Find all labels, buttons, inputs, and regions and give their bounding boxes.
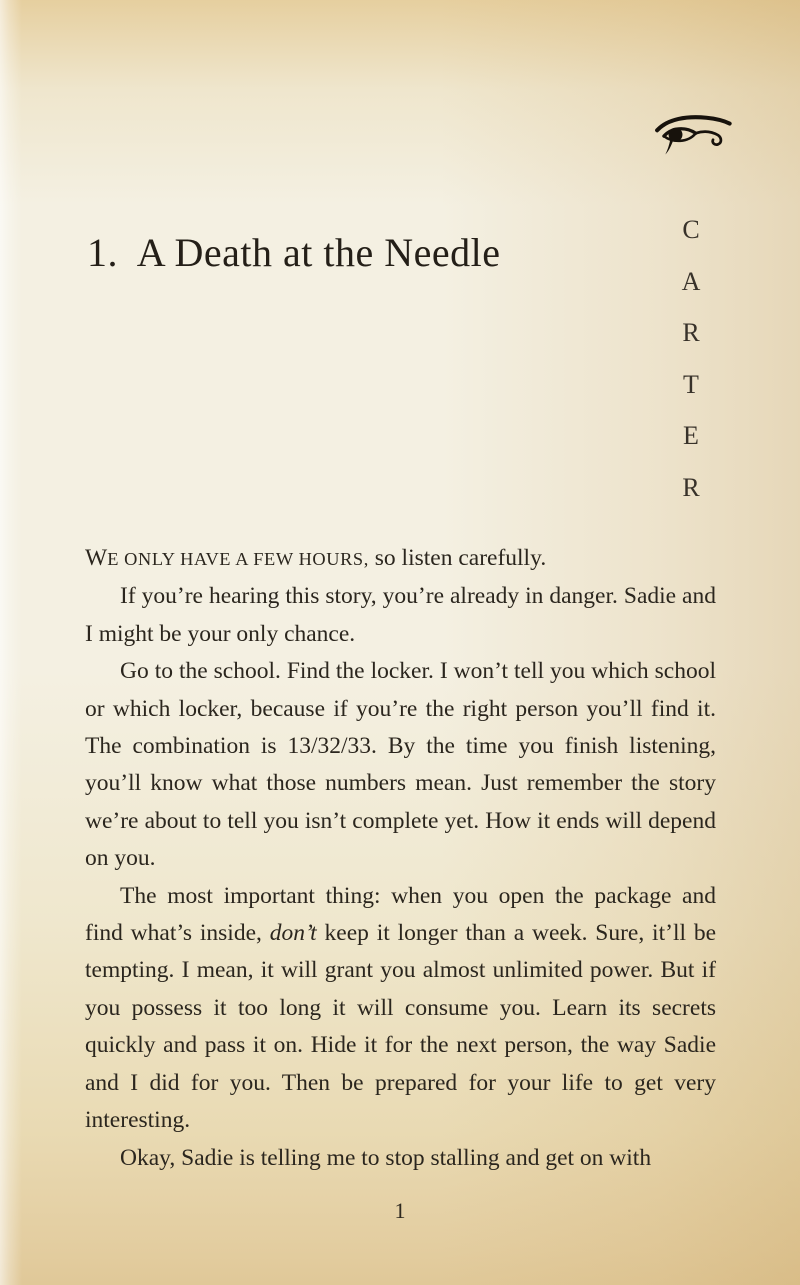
narrator-letter: E — [683, 421, 699, 450]
paragraph — [85, 878, 716, 1140]
text-segment: so listen carefully. — [368, 545, 547, 571]
paragraph — [85, 540, 716, 578]
text-segment: E ONLY HAVE A FEW HOURS, — [107, 549, 369, 569]
paragraph — [85, 1140, 716, 1177]
chapter-title: 1. A Death at the Needle — [87, 229, 501, 275]
body-text — [85, 540, 716, 1177]
narrator-letter: T — [683, 369, 699, 399]
text-segment: If you’re hearing this story, you’re already in danger. Sadie and I might be your only chance. — [85, 583, 716, 647]
text-segment: keep it longer than a week. Sure, it’ll be tempting. I mean, it will grant you almost unlimited power. But if you possess it too long it will consume you. Learn its secrets quickly and pass it on. Hide it for the next person, the way Sadie and I did for you. Then be prepared for your life to get very interesting. — [85, 920, 717, 1134]
narrator-letter: A — [681, 266, 701, 296]
text-segment: Okay, Sadie is telling me to stop stalling and get on with — [120, 1144, 652, 1171]
text-segment: don’t — [269, 920, 317, 947]
text-segment: Go to the school. Find the locker. I won’t tell you which school or which locker, because if you’re the right person you’ll find it. The combination is 13/32/33. By the time you finish listening, you’ll know what those numbers mean. Just remember the story we’re about to tell you isn’t complete yet. How it ends will depend on you. — [85, 658, 716, 872]
narrator-name-vertical — [677, 204, 705, 513]
paragraph — [85, 653, 716, 877]
paragraph — [85, 578, 716, 653]
eye-of-horus-icon — [646, 110, 734, 173]
narrator-letter: C — [682, 215, 700, 244]
text-segment: W — [85, 545, 108, 571]
narrator-letter: R — [682, 472, 700, 502]
text-segment: The most important thing: when you open the package and find what’s inside, — [85, 882, 716, 947]
narrator-letter: R — [682, 318, 700, 347]
page-number: 1 — [394, 1198, 406, 1223]
